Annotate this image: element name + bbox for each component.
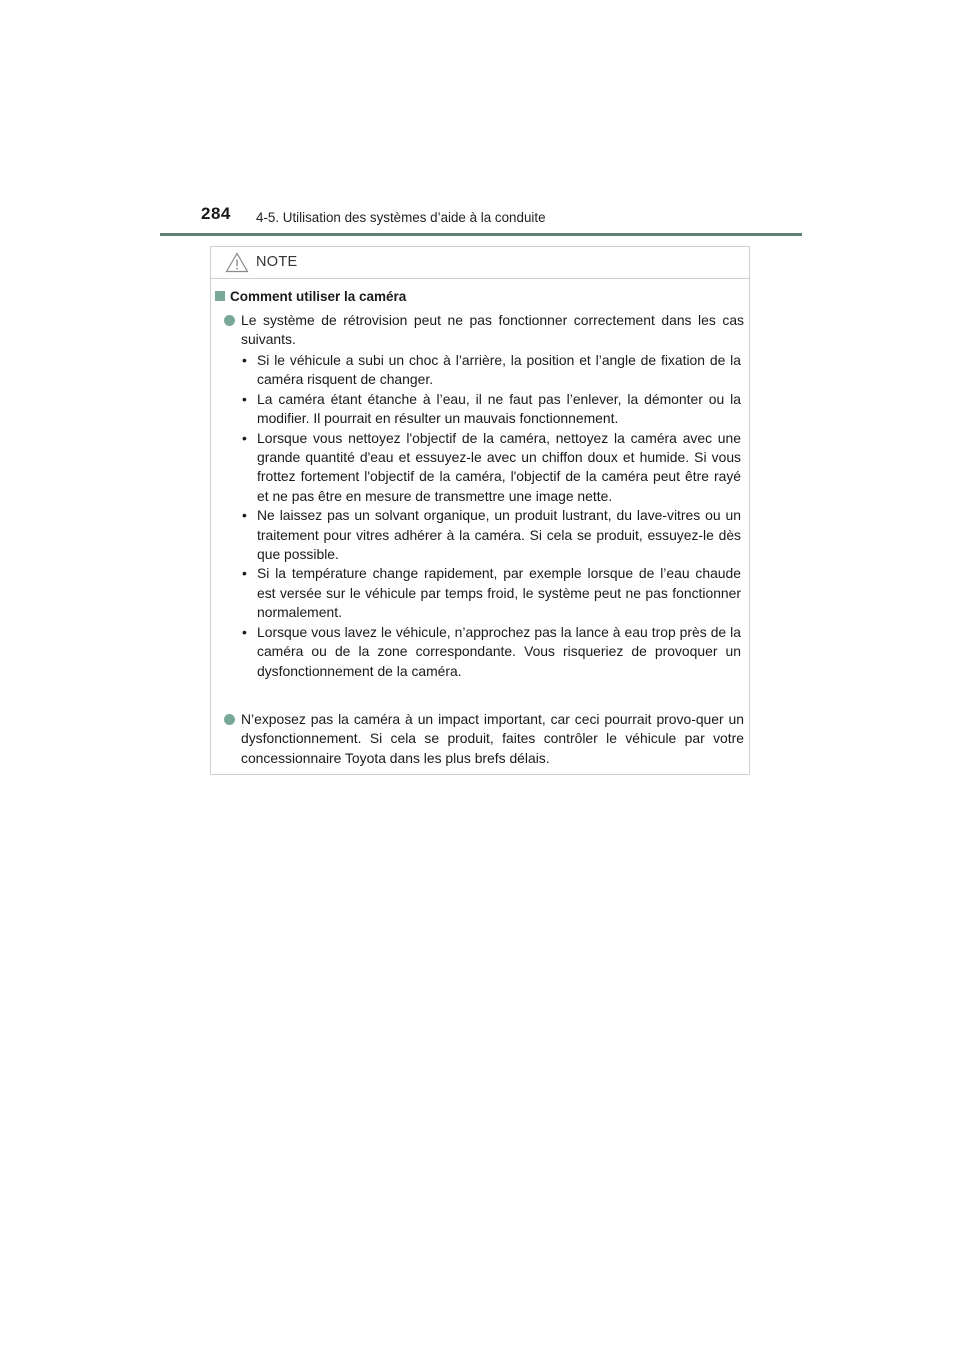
warning-triangle-icon (225, 252, 249, 273)
circle-bullet-icon (224, 315, 235, 326)
list-item: • Lorsque vous lavez le véhicule, n’approchez pas la lance à eau trop près de la caméra ou de la zone correspondante. Vous risqueriez de provoquer un dysfonctionnement de la caméra. (242, 623, 741, 679)
sub-item-text: Si la température change rapidement, par exemple lorsque de l’eau chaude est versée sur le véhicule par temps froid, le système peut ne pas fonctionner normalement. (257, 565, 741, 621)
list-item: • Ne laissez pas un solvant organique, un produit lustrant, du lave-vitres ou un traitement pour vitres adhérer à la caméra. Si cela se produit, essuyez-le dès que possible. (242, 507, 741, 563)
sub-item-text: Lorsque vous lavez le véhicule, n’approchez pas la lance à eau trop près de la caméra ou de la zone correspondante. Vous risqueriez de provoquer un dysfonctionnement de la caméra. (257, 623, 741, 679)
note-label: NOTE (256, 254, 298, 270)
point-text: Le système de rétrovision peut ne pas fonctionner correctement dans les cas suivants. (241, 312, 744, 348)
sub-item-text: La caméra étant étanche à l’eau, il ne faut pas l’enlever, la démonter ou la modifier. Il pourrait en résulter un mauvais fonctionnement. (257, 390, 741, 427)
point-text: N’exposez pas la caméra à un impact important, car ceci pourrait provo-quer un dysfonctionnement. Si cela se produit, faites contrôler le véhicule par votre concessionnaire Toyota dans les plus brefs délais. (241, 711, 744, 766)
sub-item-text: Ne laissez pas un solvant organique, un produit lustrant, du lave-vitres ou un traitement pour vitres adhérer à la caméra. Si cela se produit, essuyez-le dès que possible. (257, 507, 741, 563)
note-header (211, 247, 749, 279)
page-header (160, 204, 802, 236)
square-bullet-icon (215, 291, 225, 301)
sub-list (238, 351, 741, 681)
sub-item-text: Lorsque vous nettoyez l'objectif de la caméra, nettoyez la caméra avec une grande quantité d'eau et essuyez-le avec un chiffon doux et humide. Si vous frottez fortement l'objectif de la caméra, l'objectif de la caméra peut être rayé et ne pas être en mesure de transmettre une image nette. (257, 429, 741, 504)
list-item: • Lorsque vous nettoyez l'objectif de la caméra, nettoyez la caméra avec une grande quantité d'eau et essuyez-le avec un chiffon doux et humide. Si vous frottez fortement l'objectif de la caméra, l'objectif de la caméra peut être rayé et ne pas être en mesure de transmettre une image nette. (242, 429, 741, 504)
heading-text: Comment utiliser la caméra (230, 289, 407, 304)
section-title: 4-5. Utilisation des systèmes d’aide à la conduite (256, 210, 546, 225)
section-heading (215, 289, 406, 304)
list-item: • Si le véhicule a subi un choc à l’arrière, la position et l’angle de fixation de la caméra risquent de changer. (242, 352, 741, 388)
note-box (210, 246, 750, 775)
list-item-circle (241, 710, 744, 768)
list-item: • Si la température change rapidement, par exemple lorsque de l’eau chaude est versée sur le véhicule par temps froid, le système peut ne pas fonctionner normalement. (242, 565, 741, 621)
sub-item-text: Si le véhicule a subi un choc à l’arrière, la position et l’angle de fixation de la caméra risquent de changer. (257, 352, 741, 388)
list-item: • La caméra étant étanche à l’eau, il ne faut pas l’enlever, la démonter ou la modifier. Il pourrait en résulter un mauvais fonctionnement. (242, 390, 741, 427)
list-item-circle (241, 311, 744, 350)
page-number: 284 (201, 204, 231, 223)
circle-bullet-icon (224, 714, 235, 725)
header-rule (160, 233, 802, 236)
